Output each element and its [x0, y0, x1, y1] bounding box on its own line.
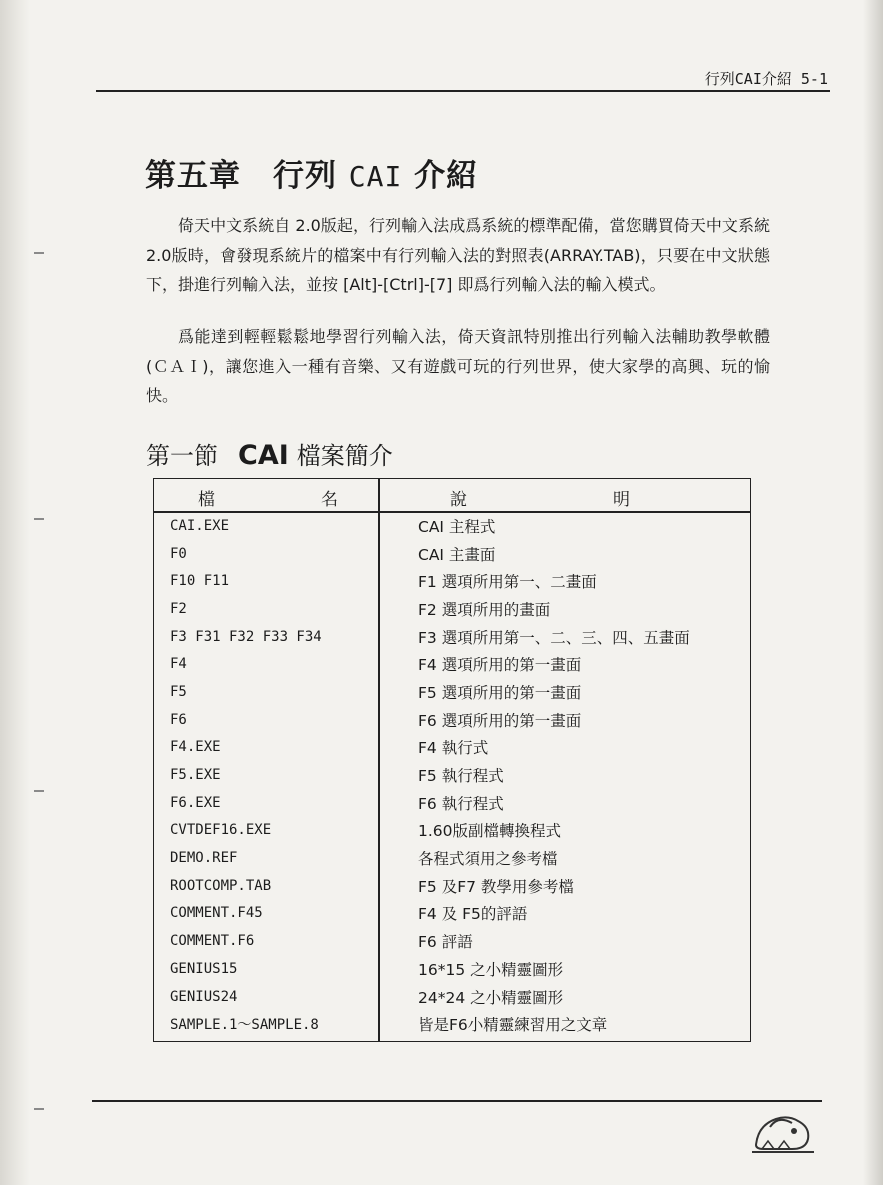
file-name: F6.EXE — [170, 794, 221, 811]
file-name: CVTDEF16.EXE — [170, 822, 272, 839]
section-title-prefix: 第一節 — [146, 442, 218, 470]
file-name: F3 F31 F32 F33 F34 — [170, 628, 322, 645]
file-description: CAI 主程式 — [418, 517, 496, 536]
file-description: F3 選項所用第一、二、三、四、五畫面 — [418, 628, 690, 647]
file-description: F4 選項所用的第一畫面 — [418, 656, 582, 675]
file-description: F4 執行式 — [418, 739, 489, 758]
file-name: F6 — [170, 711, 187, 728]
file-name: F0 — [170, 545, 187, 562]
section-title-cai: CAI — [238, 440, 289, 471]
footer-rule — [92, 1100, 822, 1102]
table-header-filename — [198, 485, 338, 510]
header-rule — [96, 90, 830, 92]
binding-mark — [34, 252, 44, 254]
section-title-suffix: 檔案簡介 — [296, 442, 393, 470]
table-rows — [154, 512, 750, 1038]
table-row — [154, 1010, 750, 1038]
running-header: 行列CAI介紹 5-1 — [704, 70, 828, 88]
file-description: 24*24 之小精靈圖形 — [418, 988, 564, 1007]
chapter-title-prefix: 第五章 行列 — [145, 158, 337, 194]
file-name: COMMENT.F45 — [170, 905, 263, 922]
table-header-filename-char2: 名 — [321, 490, 338, 510]
binding-mark — [34, 1108, 44, 1110]
table-row — [154, 761, 750, 789]
file-name: GENIUS15 — [170, 960, 238, 977]
file-description: CAI 主畫面 — [418, 545, 496, 564]
file-name: ROOTCOMP.TAB — [170, 877, 272, 894]
table-row — [154, 983, 750, 1011]
table-row — [154, 623, 750, 651]
intro-paragraph: 倚天中文系統自 2.0版起，行列輸入法成爲系統的標準配備，當您購買倚天中文系統 2.0版時，會發現系統片的檔案中有行列輸入法的對照表(ARRAY.TAB)，只要在中文狀態下，掛進行列輸入法，並按 [Alt]-[Ctrl]-[7] 即爲行列輸入法的輸入模式。 — [146, 216, 770, 294]
file-description: 16*15 之小精靈圖形 — [418, 960, 564, 979]
file-name: F10 F11 — [170, 573, 230, 590]
file-name: CAI.EXE — [170, 517, 230, 534]
file-name: F4 — [170, 656, 187, 673]
file-name: GENIUS24 — [170, 988, 238, 1005]
file-description: 各程式須用之參考檔 — [418, 850, 558, 869]
table-row — [154, 789, 750, 817]
chapter-title-suffix: 介紹 — [414, 158, 479, 194]
file-description: F6 評語 — [418, 933, 473, 952]
chapter-title-cai: CAI — [348, 160, 403, 193]
table-row — [154, 927, 750, 955]
table-row — [154, 678, 750, 706]
table-row — [154, 817, 750, 845]
table-row — [154, 872, 750, 900]
table-row — [154, 567, 750, 595]
table-row — [154, 844, 750, 872]
binding-mark — [34, 518, 44, 520]
file-description: F2 選項所用的畫面 — [418, 600, 551, 619]
table-row — [154, 650, 750, 678]
file-description: F5 選項所用的第一畫面 — [418, 683, 582, 702]
file-name: F4.EXE — [170, 739, 221, 756]
table-row — [154, 595, 750, 623]
table-header-description-char1: 說 — [450, 490, 467, 510]
file-description: F4 及 F5的評語 — [418, 905, 528, 924]
table-row — [154, 955, 750, 983]
file-description: 1.60版副檔轉換程式 — [418, 822, 562, 841]
file-description: F6 執行程式 — [418, 794, 504, 813]
cai-file-table — [153, 478, 751, 1042]
table-header-filename-char1: 檔 — [198, 490, 215, 510]
page-right-edge — [863, 0, 883, 1185]
file-name: F5 — [170, 683, 187, 700]
binding-mark — [34, 790, 44, 792]
file-description: 皆是F6小精靈練習用之文章 — [418, 1016, 608, 1035]
publisher-logo-icon — [748, 1105, 818, 1155]
file-name: F2 — [170, 600, 187, 617]
file-name: SAMPLE.1～SAMPLE.8 — [170, 1017, 319, 1034]
section-title — [146, 436, 393, 471]
cai-paragraph: 爲能達到輕輕鬆鬆地學習行列輸入法，倚天資訊特別推出行列輸入法輔助教學軟體(ＣＡＩ)，讓您進入一種有音樂、又有遊戲可玩的行列世界，使大家學的高興、玩的愉快。 — [146, 327, 770, 405]
table-row — [154, 900, 750, 928]
table-row — [154, 512, 750, 540]
table-row — [154, 540, 750, 568]
file-description: F5 執行程式 — [418, 767, 504, 786]
table-header-description-char2: 明 — [613, 490, 630, 510]
file-name: DEMO.REF — [170, 850, 238, 867]
file-description: F5 及F7 教學用參考檔 — [418, 877, 574, 896]
table-header-description — [450, 485, 630, 510]
table-row — [154, 734, 750, 762]
table-row — [154, 706, 750, 734]
file-description: F1 選項所用第一、二畫面 — [418, 573, 597, 592]
file-name: F5.EXE — [170, 767, 221, 784]
page-binding-edge — [0, 0, 30, 1185]
chapter-title — [145, 150, 478, 195]
file-name: COMMENT.F6 — [170, 933, 255, 950]
file-description: F6 選項所用的第一畫面 — [418, 711, 582, 730]
